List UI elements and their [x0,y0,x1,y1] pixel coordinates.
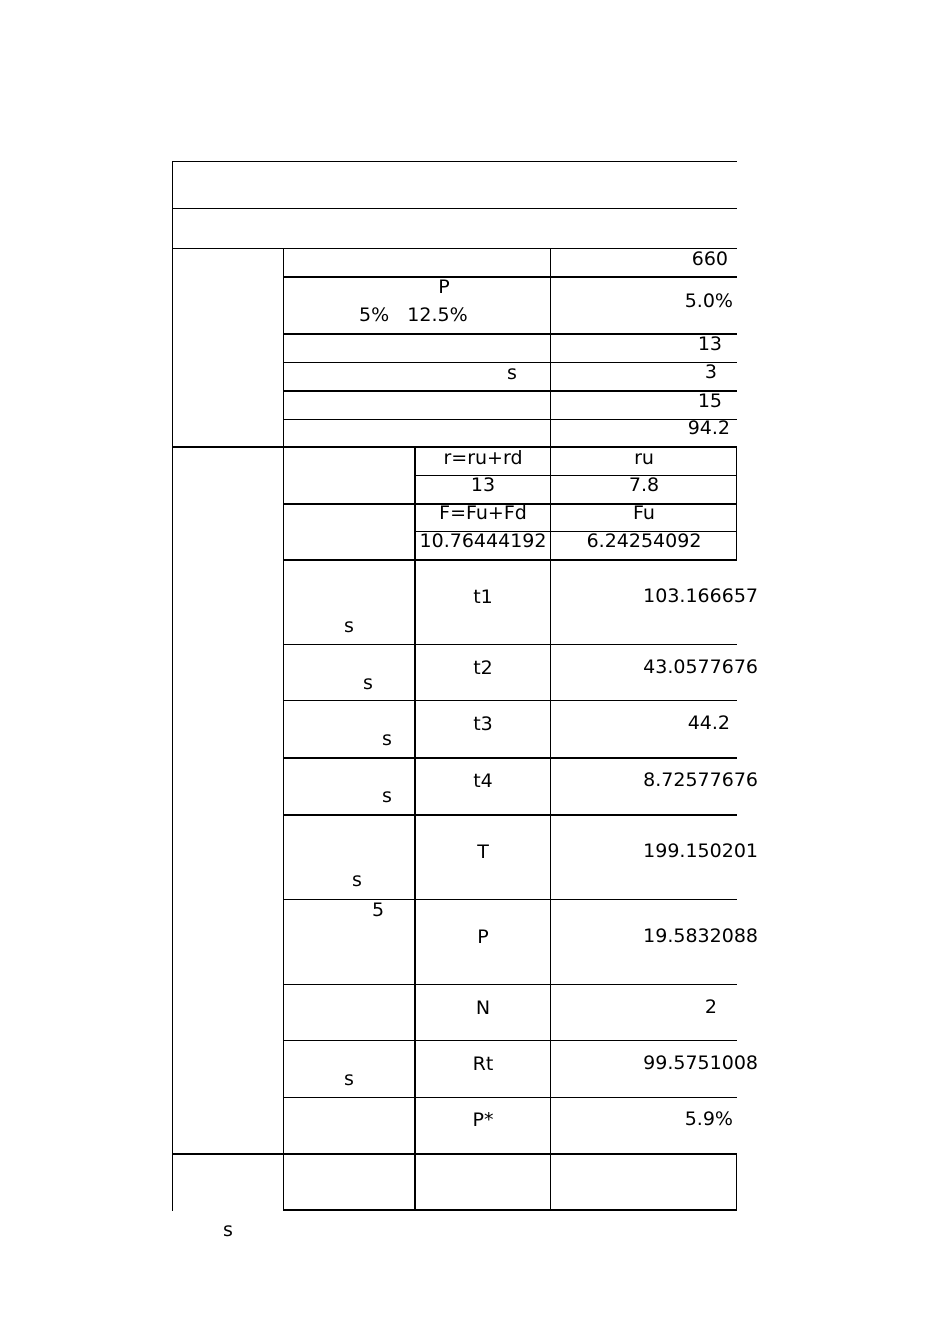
table-divider [283,700,737,701]
resistance-value: 13 [470,474,496,496]
result-value: 8.72577676 [643,769,758,791]
param-label: P [438,276,450,298]
result-unit: s [382,728,392,750]
param-label: s [507,362,517,384]
table-divider [283,814,737,816]
column-divider [550,248,551,1211]
table-divider [172,1153,737,1155]
param-value: 660 [691,248,728,270]
param-value: 15 [697,390,722,412]
result-value: 19.5832088 [643,925,758,947]
resistance-formula: r=ru+rd [443,447,523,469]
force-up-value: 6.24254092 [586,530,702,552]
result-value: 5.9% [684,1108,733,1130]
result-value: 44.2 [687,712,730,734]
table-divider [283,984,737,985]
force-value: 10.76444192 [419,530,547,552]
result-unit: s [352,869,362,891]
result-symbol: t3 [473,713,493,735]
result-symbol: t4 [473,770,493,792]
param-value: 13 [697,333,722,355]
table-border-bottom [283,1209,737,1211]
table-divider [283,1040,737,1041]
result-symbol: t1 [473,586,493,608]
result-unit: 5 [372,899,385,921]
table-divider [283,276,737,278]
result-symbol: N [475,997,491,1019]
result-value: 2 [704,996,717,1018]
result-value: 199.150201 [643,840,758,862]
resistance-up-label: ru [634,447,654,469]
table-divider [283,757,737,759]
table-border-left [172,161,173,1211]
resistance-up-value: 7.8 [628,474,660,496]
result-symbol: Rt [472,1053,494,1075]
result-unit: s [382,785,392,807]
param-value: 3 [704,361,717,383]
param-label: 5% 12.5% [359,304,468,326]
result-unit: s [363,672,373,694]
footer-unit: s [223,1219,233,1241]
result-value: 103.166657 [643,585,758,607]
result-unit: s [344,1068,354,1090]
result-symbol: P* [472,1109,494,1131]
table-divider [172,208,737,209]
result-value: 99.5751008 [643,1052,758,1074]
param-value: 94.2 [687,417,730,439]
column-divider [736,1153,737,1211]
table-divider [283,1097,737,1098]
table-divider [283,559,737,561]
table-border-top [172,161,737,162]
column-divider [414,446,416,1211]
table-divider [283,899,737,900]
column-divider [283,248,284,1211]
force-formula: F=Fu+Fd [439,502,527,524]
force-up-label: Fu [633,502,655,524]
result-unit: s [344,615,354,637]
result-value: 43.0577676 [643,656,758,678]
table-divider [283,644,737,645]
result-symbol: P [477,926,489,948]
param-value: 5.0% [684,290,733,312]
result-symbol: t2 [473,657,493,679]
column-divider [736,446,737,560]
result-symbol: T [477,841,489,863]
